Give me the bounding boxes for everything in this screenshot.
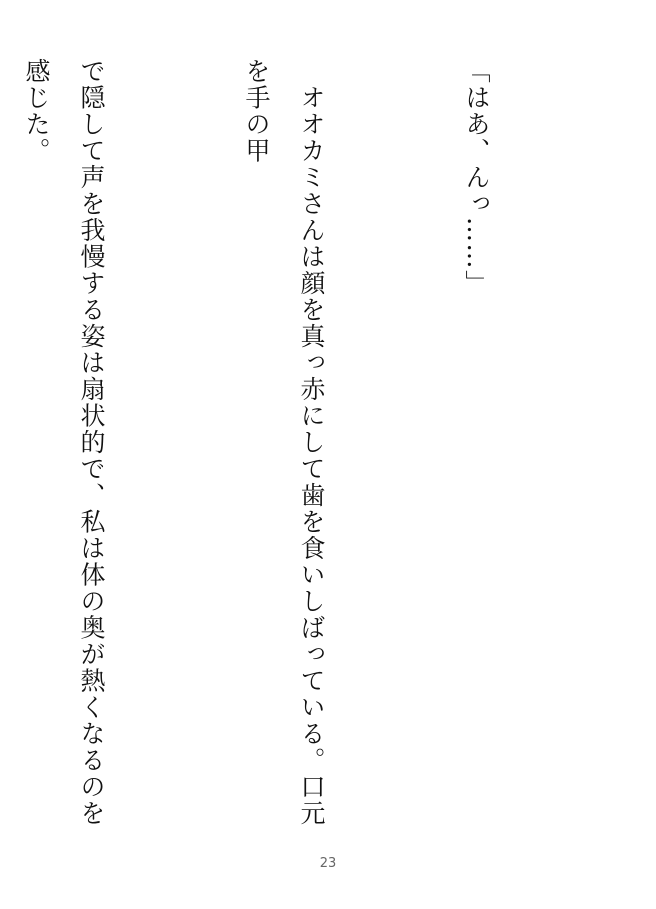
- text-line: 「はあ、んっ……」: [462, 58, 491, 297]
- vertical-text-body: [0, 58, 614, 848]
- text-line: で隠して声を我慢する姿は扇状的で、私は体の奥が熱くなるのを感じた。: [22, 58, 106, 827]
- text-line: オオカミさんは顔を真っ赤にして歯を食いしばっている。口元を手の甲: [242, 58, 326, 827]
- page-number: 23: [319, 856, 337, 871]
